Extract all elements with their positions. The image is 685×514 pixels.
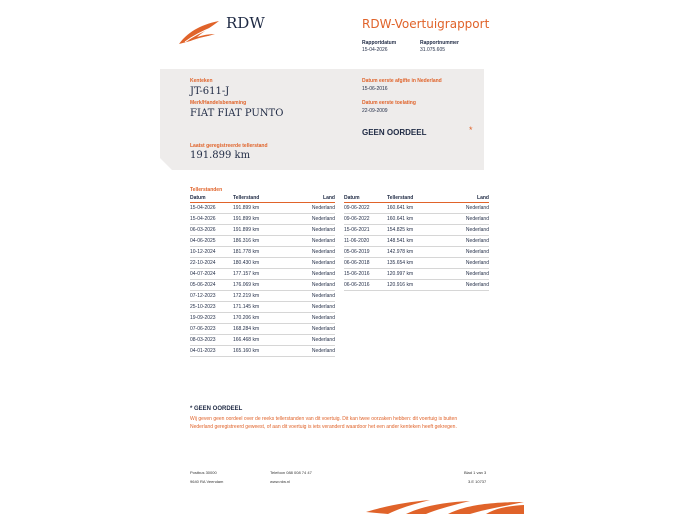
row-country: Nederland — [293, 335, 335, 346]
row-country: Nederland — [447, 269, 489, 280]
row-date: 22-10-2024 — [190, 258, 233, 269]
make-value: FIAT FIAT PUNTO — [190, 108, 284, 119]
row-country: Nederland — [293, 236, 335, 247]
row-odometer: 177.157 km — [233, 269, 293, 280]
table-row — [344, 258, 489, 269]
header-odometer: Tellerstand — [387, 195, 447, 203]
row-odometer: 191.899 km — [233, 225, 293, 236]
report-date-label: Rapportdatum — [362, 40, 397, 46]
table-row — [190, 302, 335, 313]
make-label: Merk/Handelsbenaming — [190, 100, 247, 106]
row-odometer: 160.641 km — [387, 214, 447, 225]
row-date: 07-12-2023 — [190, 291, 233, 302]
row-odometer: 191.899 km — [233, 203, 293, 214]
row-date: 05-06-2024 — [190, 280, 233, 291]
table-row — [190, 346, 335, 357]
row-country: Nederland — [293, 225, 335, 236]
footer-swoosh-icon — [366, 496, 526, 514]
table-row — [190, 203, 335, 214]
row-odometer: 186.316 km — [233, 236, 293, 247]
table-row — [344, 280, 489, 291]
row-odometer: 120.916 km — [387, 280, 447, 291]
row-date: 08-03-2023 — [190, 335, 233, 346]
report-number-value: 31.075.605 — [420, 47, 446, 53]
table-row — [190, 324, 335, 335]
last-odometer-value: 191.899 km — [190, 150, 251, 161]
table-row — [190, 280, 335, 291]
row-country: Nederland — [447, 247, 489, 258]
row-odometer: 180.430 km — [233, 258, 293, 269]
header-country: Land — [293, 195, 335, 203]
table-row — [190, 335, 335, 346]
table-row — [190, 313, 335, 324]
row-date: 05-06-2019 — [344, 247, 387, 258]
table-header-row — [344, 195, 489, 203]
row-date: 11-06-2020 — [344, 236, 387, 247]
table-row — [344, 236, 489, 247]
row-country: Nederland — [447, 214, 489, 225]
note-title: * GEEN OORDEEL — [190, 406, 243, 412]
row-date: 25-10-2023 — [190, 302, 233, 313]
row-date: 06-06-2016 — [344, 280, 387, 291]
table-row — [344, 247, 489, 258]
row-country: Nederland — [447, 280, 489, 291]
row-date: 06-03-2026 — [190, 225, 233, 236]
footer-page-number: Blad 1 van 3 — [464, 470, 487, 475]
plate-label: Kenteken — [190, 78, 213, 84]
row-date: 15-04-2026 — [190, 214, 233, 225]
row-date: 09-06-2022 — [344, 203, 387, 214]
footer-address-1: Postbus 30000 — [190, 470, 217, 475]
odometer-section-title: Tellerstanden — [190, 187, 223, 193]
odometer-table-left — [190, 195, 335, 357]
table-row — [190, 225, 335, 236]
row-date: 07-06-2023 — [190, 324, 233, 335]
row-odometer: 176.069 km — [233, 280, 293, 291]
row-odometer: 160.641 km — [387, 203, 447, 214]
row-date: 09-06-2022 — [344, 214, 387, 225]
table-row — [190, 247, 335, 258]
first-admission-value: 22-09-2009 — [362, 108, 388, 114]
footer-website[interactable]: www.rdw.nl — [270, 479, 291, 484]
row-country: Nederland — [447, 236, 489, 247]
first-nl-value: 15-06-2016 — [362, 86, 388, 92]
row-country: Nederland — [447, 258, 489, 269]
row-odometer: 142.978 km — [387, 247, 447, 258]
row-country: Nederland — [447, 225, 489, 236]
note-text: Wij geven geen oordeel over de reeks tellerstanden van dit voertuig. Dit kan twee oorzaken hebben: dit voertuig is buiten Nederland geregistreerd geweest, of aan dit voertuig is iets veranderd waardoor het een ander kenteken heeft gekregen. — [190, 416, 458, 430]
header-country: Land — [447, 195, 489, 203]
row-country: Nederland — [293, 280, 335, 291]
row-country: Nederland — [447, 203, 489, 214]
odometer-table-right — [344, 195, 489, 291]
judgement-asterisk: * — [469, 125, 473, 135]
header-odometer: Tellerstand — [233, 195, 293, 203]
row-date: 06-06-2018 — [344, 258, 387, 269]
row-date: 15-04-2026 — [190, 203, 233, 214]
row-odometer: 135.654 km — [387, 258, 447, 269]
row-date: 04-06-2025 — [190, 236, 233, 247]
report-number-label: Rapportnummer — [420, 40, 459, 46]
table-row — [190, 291, 335, 302]
table-row — [190, 214, 335, 225]
row-date: 04-07-2024 — [190, 269, 233, 280]
row-odometer: 171.145 km — [233, 302, 293, 313]
row-odometer: 191.899 km — [233, 214, 293, 225]
report-title: RDW-Voertuigrapport — [362, 17, 490, 31]
first-nl-label: Datum eerste afgifte in Nederland — [362, 78, 442, 84]
row-country: Nederland — [293, 203, 335, 214]
table-row — [344, 214, 489, 225]
header-date: Datum — [344, 195, 387, 203]
rdw-logo-icon — [177, 19, 221, 46]
row-odometer: 172.219 km — [233, 291, 293, 302]
judgement-value: GEEN OORDEEL — [362, 128, 427, 137]
table-header-row — [190, 195, 335, 203]
row-country: Nederland — [293, 324, 335, 335]
table-row — [190, 236, 335, 247]
table-row — [344, 203, 489, 214]
row-odometer: 120.997 km — [387, 269, 447, 280]
row-odometer: 148.541 km — [387, 236, 447, 247]
footer-code: 3.E 10737 — [468, 479, 487, 484]
report-date-value: 15-04-2026 — [362, 47, 388, 53]
row-odometer: 170.206 km — [233, 313, 293, 324]
row-country: Nederland — [293, 258, 335, 269]
row-country: Nederland — [293, 214, 335, 225]
row-date: 15-06-2016 — [344, 269, 387, 280]
row-country: Nederland — [293, 302, 335, 313]
table-row — [190, 258, 335, 269]
row-date: 19-09-2023 — [190, 313, 233, 324]
table-row — [190, 269, 335, 280]
row-country: Nederland — [293, 247, 335, 258]
footer-address-2: 9640 RA Veendam — [190, 479, 224, 484]
first-admission-label: Datum eerste toelating — [362, 100, 416, 106]
header-date: Datum — [190, 195, 233, 203]
brand-name: RDW — [226, 14, 265, 32]
row-country: Nederland — [293, 346, 335, 357]
row-country: Nederland — [293, 313, 335, 324]
row-odometer: 181.778 km — [233, 247, 293, 258]
row-odometer: 168.284 km — [233, 324, 293, 335]
last-odometer-label: Laatst geregistreerde tellerstand — [190, 143, 268, 149]
plate-value: JT-611-J — [190, 86, 230, 97]
table-row — [344, 269, 489, 280]
table-row — [344, 225, 489, 236]
row-date: 15-06-2021 — [344, 225, 387, 236]
row-odometer: 165.160 km — [233, 346, 293, 357]
row-odometer: 166.468 km — [233, 335, 293, 346]
row-date: 04-01-2023 — [190, 346, 233, 357]
row-odometer: 154.825 km — [387, 225, 447, 236]
row-country: Nederland — [293, 269, 335, 280]
row-date: 10-12-2024 — [190, 247, 233, 258]
row-country: Nederland — [293, 291, 335, 302]
footer-phone: Telefoon 088 008 74 47 — [270, 470, 312, 475]
